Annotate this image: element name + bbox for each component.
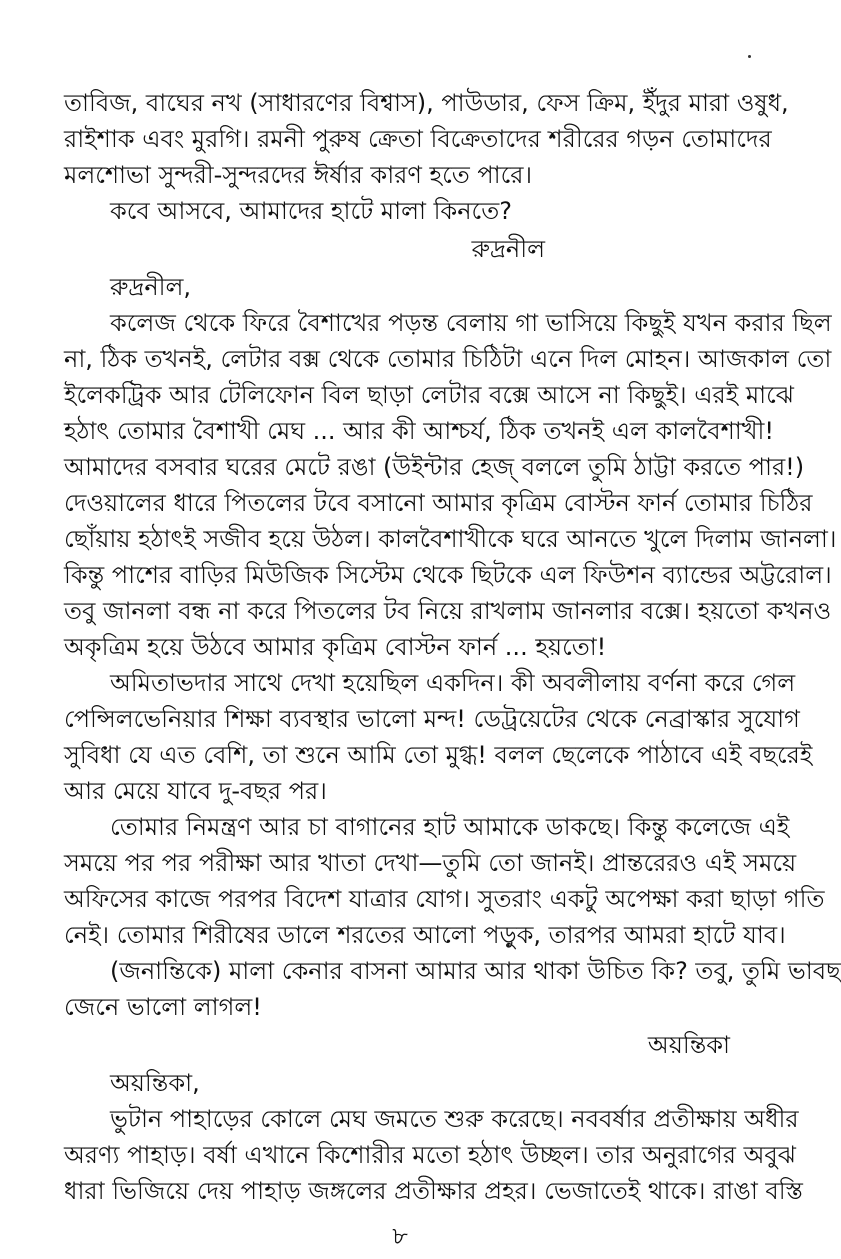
speck-mark [748, 55, 751, 58]
signature: রুদ্রনীল [471, 235, 545, 263]
text-line: মলশোভা সুন্দরী-সুন্দরদের ঈর্ষার কারণ হতে পারে। [64, 161, 533, 189]
text-line: কিন্তু পাশের বাড়ির মিউজিক সিস্টেম থেকে ছিটকে এল ফিউশন ব্যান্ডের অট্টরোল। [64, 561, 832, 589]
salutation: রুদ্রনীল, [110, 273, 192, 301]
text-line: ছোঁয়ায় হঠাৎই সজীব হয়ে উঠল। কালবৈশাখীকে ঘরে আনতে খুলে দিলাম জানলা। [64, 525, 837, 553]
text-line: (জনান্তিকে) মালা কেনার বাসনা আমার আর থাকা উচিত কি? তবু, তুমি ভাবছ [110, 957, 841, 985]
text-line: সুবিধা যে এত বেশি, তা শুনে আমি তো মুগ্ধ! বলল ছেলেকে পাঠাবে এই বছরেই [64, 741, 813, 769]
text-line: রাইশাক এবং মুরগি। রমনী পুরুষ ক্রেতা বিক্রেতাদের শরীরের গড়ন তোমাদের [64, 125, 772, 153]
text-line: অমিতাভদার সাথে দেখা হয়েছিল একদিন। কী অবলীলায় বর্ণনা করে গেল [110, 669, 796, 697]
text-line: ভুটান পাহাড়ের কোলে মেঘ জমতে শুরু করেছে। নববর্ষার প্রতীক্ষায় অধীর [110, 1105, 799, 1133]
text-line: হঠাৎ তোমার বৈশাখী মেঘ ... আর কী আশ্চর্য, ঠিক তখনই এল কালবৈশাখী! [64, 417, 774, 445]
text-line: আমাদের বসবার ঘরের মেটে রঙা (উইন্টার হেজ্ বললে তুমি ঠাট্টা করতে পার!) [64, 453, 805, 481]
text-line: সময়ে পর পর পরীক্ষা আর খাতা দেখা—তুমি তো জানই। প্রান্তরেরও এই সময়ে [64, 849, 797, 877]
text-line: তাবিজ, বাঘের নখ (সাধারণের বিশ্বাস), পাউডার, ফেস ক্রিম, ইঁদুর মারা ওষুধ, [64, 89, 789, 117]
text-line: না, ঠিক তখনই, লেটার বক্স থেকে তোমার চিঠিটা এনে দিল মোহন। আজকাল তো [64, 345, 832, 373]
text-line: ধারা ভিজিয়ে দেয় পাহাড় জঙ্গলের প্রতীক্ষার প্রহর। ভেজাতেই থাকে। রাঙা বস্তি [64, 1177, 803, 1205]
text-line: তোমার নিমন্ত্রণ আর চা বাগানের হাট আমাকে ডাকছে। কিন্তু কলেজে এই [110, 813, 790, 841]
text-line: দেওয়ালের ধারে পিতলের টবে বসানো আমার কৃত্রিম বোস্টন ফার্ন তোমার চিঠির [64, 489, 813, 517]
text-line: ইলেকট্রিক আর টেলিফোন বিল ছাড়া লেটার বক্সে আসে না কিছুই। এরই মাঝে [64, 381, 794, 409]
text-line: অরণ্য পাহাড়। বর্ষা এখানে কিশোরীর মতো হঠাৎ উচ্ছল। তার অনুরাগের অবুঝ [64, 1141, 796, 1169]
signature: অয়ন্তিকা [647, 1031, 730, 1059]
salutation: অয়ন্তিকা, [110, 1069, 200, 1097]
text-line: তবু জানলা বন্ধ না করে পিতলের টব নিয়ে রাখলাম জানলার বক্সে। হয়তো কখনও [64, 597, 832, 625]
page-number: ৮ [392, 1222, 408, 1250]
text-line: আর মেয়ে যাবে দু-বছর পর। [64, 777, 327, 805]
text-line: অকৃত্রিম হয়ে উঠবে আমার কৃত্রিম বোস্টন ফার্ন ... হয়তো! [64, 633, 607, 661]
text-line: নেই। তোমার শিরীষের ডালে শরতের আলো পড়ুক, তারপর আমরা হাটে যাব। [64, 921, 786, 949]
text-line: অফিসের কাজে পরপর বিদেশ যাত্রার যোগ। সুতরাং একটু অপেক্ষা করা ছাড়া গতি [64, 885, 825, 913]
text-line: কলেজ থেকে ফিরে বৈশাখের পড়ন্ত বেলায় গা ভাসিয়ে কিছুই যখন করার ছিল [110, 309, 832, 337]
text-line: জেনে ভালো লাগল! [64, 993, 262, 1021]
text-line: কবে আসবে, আমাদের হাটে মালা কিনতে? [110, 197, 512, 225]
text-line: পেন্সিলভেনিয়ার শিক্ষা ব্যবস্থার ভালো মন্দ! ডেট্রয়েটের থেকে নেব্রাস্কার সুযোগ [64, 705, 800, 733]
